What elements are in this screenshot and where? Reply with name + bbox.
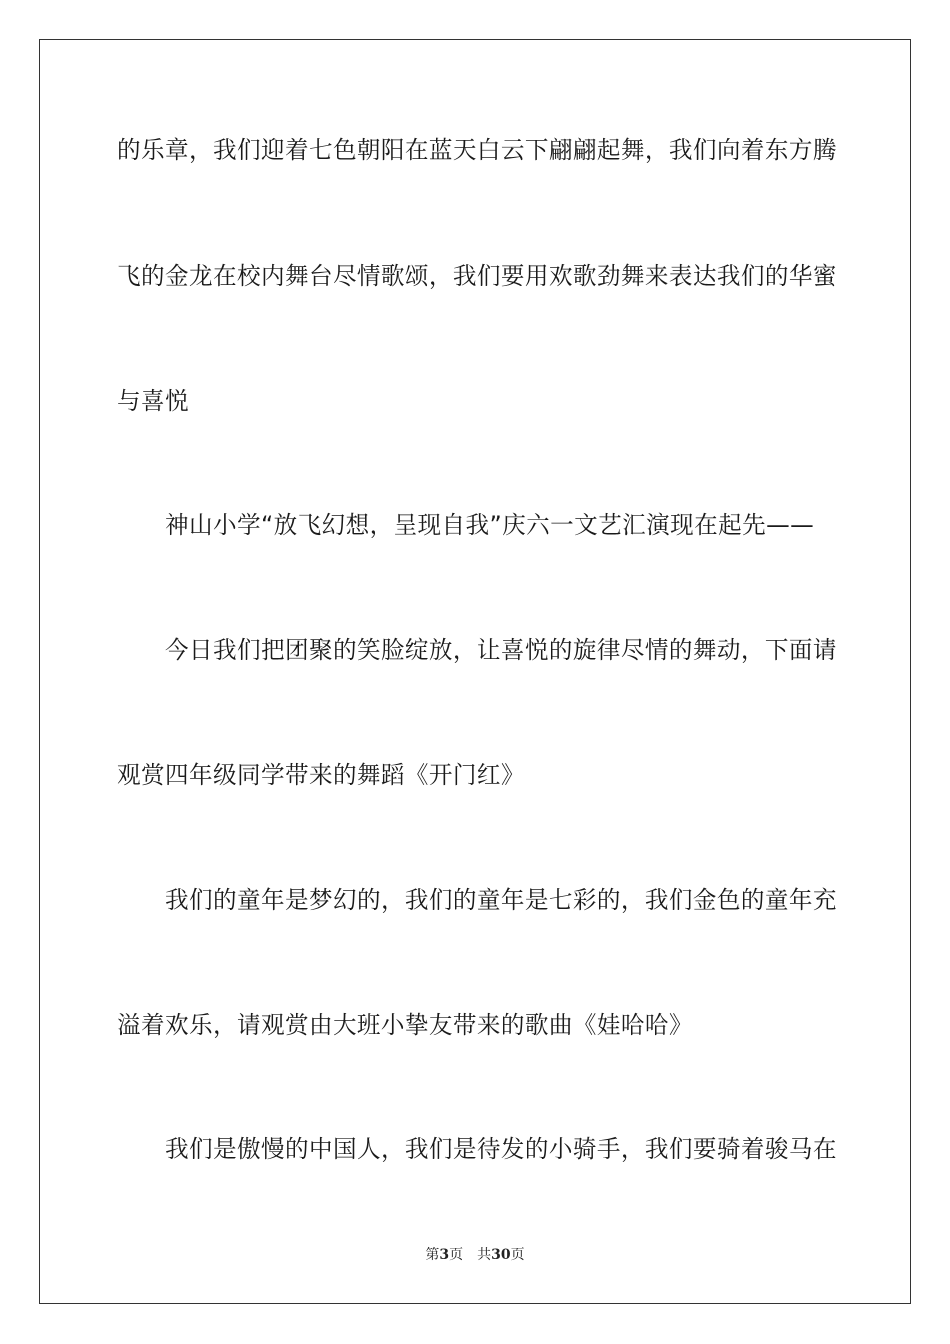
paragraph-line-1: 的乐章，我们迎着七色朝阳在蓝天白云下翩翩起舞，我们向着东方腾 [117,136,837,164]
footer-page-suffix: 页 [449,1247,464,1263]
footer-total-suffix: 页 [510,1247,525,1263]
paragraph-line-5: 今日我们把团聚的笑脸绽放，让喜悦的旋律尽情的舞动，下面请 [165,636,837,664]
footer-total-prefix: 共 [477,1247,492,1263]
page-border [39,39,911,1304]
paragraph-line-8: 溢着欢乐，请观赏由大班小挚友带来的歌曲《娃哈哈》 [117,1011,693,1039]
paragraph-line-6: 观赏四年级同学带来的舞蹈《开门红》 [117,761,525,789]
footer-total-pages: 30 [491,1247,511,1263]
paragraph-line-7: 我们的童年是梦幻的，我们的童年是七彩的，我们金色的童年充 [165,886,837,914]
paragraph-line-3: 与喜悦 [117,387,189,415]
page-footer [0,1246,950,1264]
paragraph-line-2: 飞的金龙在校内舞台尽情歌颂，我们要用欢歌劲舞来表达我们的华蜜 [117,262,837,290]
paragraph-line-4: 神山小学“放飞幻想，呈现自我”庆六一文艺汇演现在起先—— [165,511,815,539]
footer-page-number: 3 [439,1247,450,1263]
paragraph-line-9: 我们是傲慢的中国人，我们是待发的小骑手，我们要骑着骏马在 [165,1135,837,1163]
footer-page-prefix: 第 [425,1247,440,1263]
